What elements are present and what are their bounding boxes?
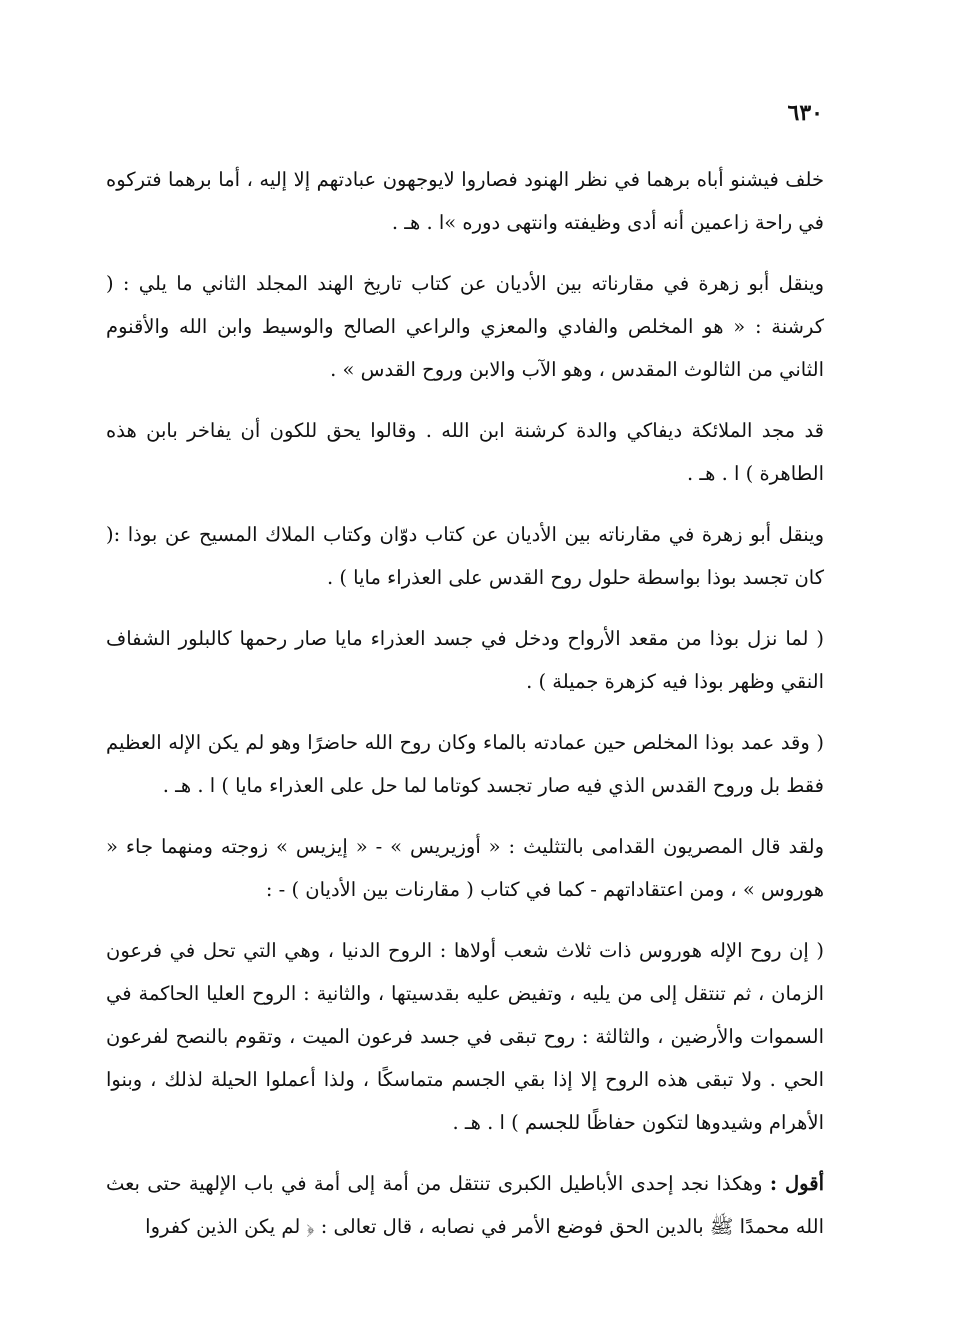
paragraph-9 [106, 1162, 824, 1248]
page-number: ٦٣٠ [787, 100, 823, 126]
paragraph-9-text: وهكذا نجد إحدى الأباطيل الكبرى تنتقل من أمة إلى أمة في باب الإلهية حتى بعث الله محمدًا ﷺ بالدين الحق فوضع الأمر في نصابه ، قال تعالى : ﴿ لم يكن الذين كفروا [106, 1172, 824, 1238]
paragraph-7: ولقد قال المصريون القدامى بالتثليث : « أوزيريس » - « إيزيس » زوجته ومنهما جاء « هوروس » ، ومن اعتقاداتهم - كما في كتاب ( مقارنات بين الأديان ) - : [106, 835, 824, 901]
paragraph-6: ( وقد عمد بوذا المخلص حين عمادته بالماء وكان روح الله حاضرًا وهو لم يكن الإله العظيم فقط بل وروح القدس الذي فيه صار تجسد كوتاما لما حل على العذراء مايا ) ا . هـ . [106, 731, 824, 797]
paragraph-2: وينقل أبو زهرة في مقارناته بين الأديان عن كتاب تاريخ الهند المجلد الثاني ما يلي : ( كرشنة : « هو المخلص والفادي والمعزي والراعي الصالح والوسيط وابن الله والأقنوم الثاني من الثالوث المقدس ، وهو الآب والابن وروح القدس » . [106, 272, 824, 381]
paragraph-3: قد مجد الملائكة ديفاكي والدة كرشنة ابن الله . وقالوا يحق للكون أن يفاخر بابن هذه الطاهرة ) ا . هـ . [106, 419, 824, 485]
paragraph-4: وينقل أبو زهرة في مقارناته بين الأديان عن كتاب دوّان وكتاب الملاك المسيح عن بوذا :( كان تجسد بوذا بواسطة حلول روح القدس على العذراء مايا ) . [106, 523, 824, 589]
paragraph-1: خلف فيشنو أباه برهما في نظر الهنود فصاروا لايوجهون عبادتهم إلا إليه ، أما برهما فتركوه في راحة زاعمين أنه أدى وظيفته وانتهى دوره »ا . هـ . [106, 168, 824, 234]
paragraph-lead-word: أقول : [769, 1172, 824, 1195]
body-text [106, 158, 824, 1266]
paragraph-8: ( إن روح الإله هوروس ذات ثلاث شعب أولاها : الروح الدنيا ، وهي التي تحل في فرعون الزمان ، ثم تنتقل إلى من يليه ، وتفيض عليه بقدسيتها ، والثانية : الروح العليا الحاكمة في السموات والأرضين ، والثالثة : روح تبقى في جسد فرعون الميت ، وتقوم بالنصح لفرعون الحي . ولا تبقى هذه الروح إلا إذا بقي الجسم متماسكًا ، ولذا أعملوا الحيلة لذلك ، وبنوا الأهرام وشيدوها لتكون حفاظًا للجسم ) ا . هـ . [106, 939, 824, 1134]
paragraph-5: ( لما نزل بوذا من مقعد الأرواح ودخل في جسد العذراء مايا صار رحمها كالبلور الشفاف النقي وظهر بوذا فيه كزهرة جميلة ) . [106, 627, 824, 693]
